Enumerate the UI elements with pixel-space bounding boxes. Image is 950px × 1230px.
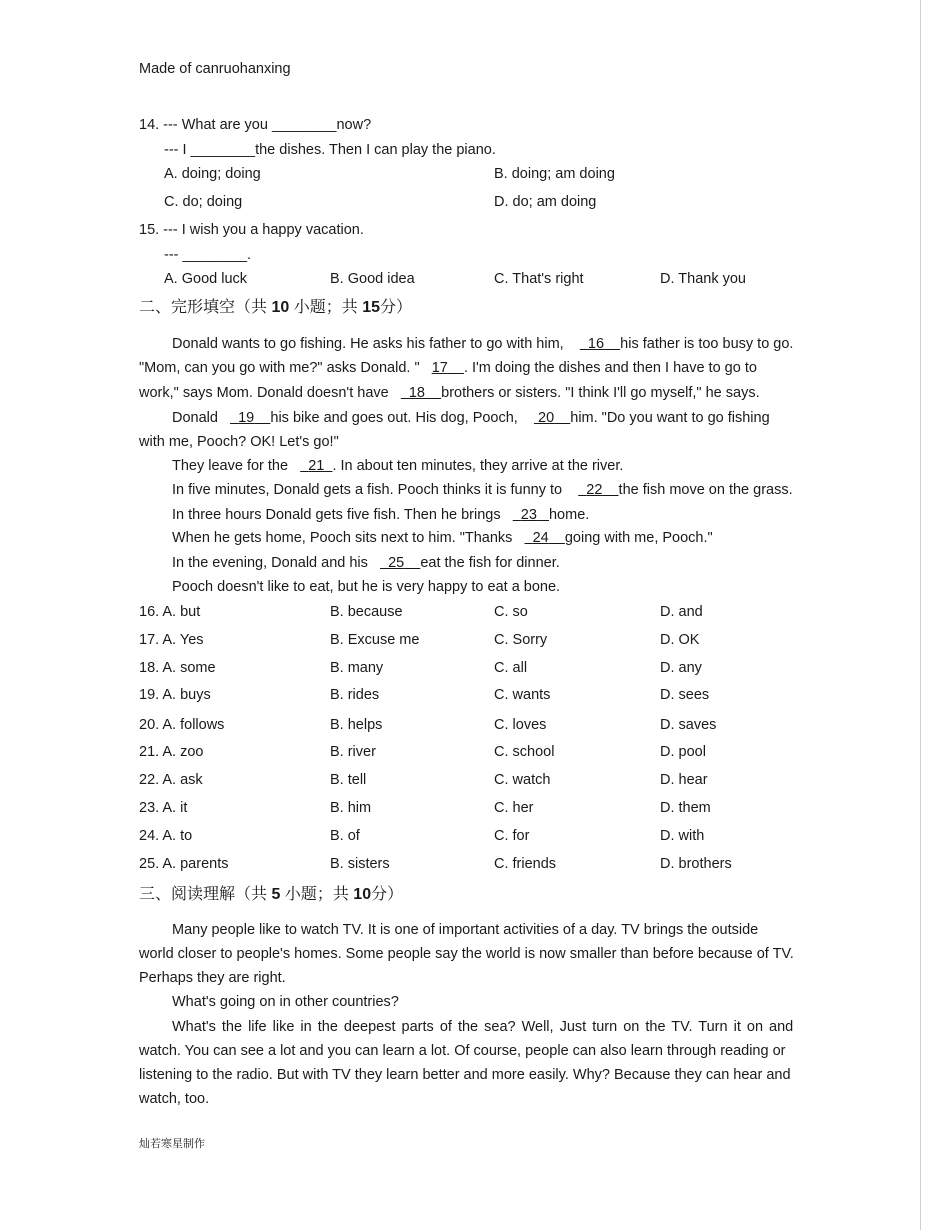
section-2-points: 15 — [362, 299, 380, 316]
choice-24-a: 24. A. to — [139, 828, 193, 844]
choice-21-c: C. school — [494, 744, 555, 760]
reading-line-3: Perhaps they are right. — [139, 970, 286, 986]
section-3-label-2: 小题；共 — [284, 884, 349, 903]
q15-option-c: C. That's right — [494, 271, 584, 287]
choice-16-b: B. because — [330, 604, 403, 620]
blank-19 — [230, 410, 270, 426]
choice-17-c: C. Sorry — [494, 632, 548, 648]
q14-option-d: D. do; am doing — [494, 194, 597, 210]
cloze-text: They leave for the — [172, 458, 289, 474]
cloze-line-2 — [139, 359, 757, 377]
cloze-text: the fish move on the grass. — [618, 482, 793, 498]
blank-20-number: 20 — [538, 410, 555, 426]
choice-19-d: D. sees — [660, 687, 710, 703]
cloze-line-6 — [172, 457, 623, 475]
q15-reply-a: --- — [164, 247, 179, 263]
cloze-text: work," says Mom. Donald doesn't have — [139, 385, 389, 401]
cloze-text: his father is too busy to go. — [620, 336, 794, 352]
cloze-line-5: with me, Pooch? OK! Let's go!" — [139, 434, 339, 450]
cloze-line-7 — [172, 481, 793, 499]
q14-stem-b: now? — [336, 117, 372, 133]
q14-blank-2: ________ — [190, 142, 256, 158]
blank-19-number: 19 — [238, 410, 255, 426]
reading-line-5: What's the life like in the deepest parts of the sea? Well, Just turn on the TV. Turn it on and — [172, 1019, 794, 1035]
choice-19-c: C. wants — [494, 687, 551, 703]
choice-19-b: B. rides — [330, 687, 380, 703]
section-3-points: 10 — [353, 886, 372, 903]
cloze-text: him. "Do you want to go fishing — [570, 410, 770, 426]
blank-22 — [578, 482, 618, 498]
blank-25-number: 25 — [388, 555, 405, 571]
cloze-text: home. — [548, 507, 590, 523]
blank-24-number: 24 — [532, 530, 549, 546]
section-2-count: 10 — [271, 299, 290, 316]
choice-20-d: D. saves — [660, 717, 717, 733]
question-14-stem — [139, 116, 371, 134]
cloze-line-3 — [139, 384, 760, 402]
choice-17-d: D. OK — [660, 632, 700, 648]
choice-19-a: 19. A. buys — [139, 687, 211, 703]
cloze-line-11: Pooch doesn't like to eat, but he is very happy to eat a bone. — [172, 579, 561, 595]
blank-18-number: 18 — [408, 385, 425, 401]
cloze-text: Donald — [172, 410, 218, 426]
choice-21-d: D. pool — [660, 744, 706, 760]
q14-stem-a: 14. --- What are you — [139, 117, 268, 133]
choice-18-d: D. any — [660, 660, 702, 676]
choice-25-b: B. sisters — [330, 856, 390, 872]
blank-20 — [534, 410, 570, 426]
reading-line-2: world closer to people's homes. Some people say the world is now smaller than before because of TV. — [139, 946, 794, 962]
cloze-line-10 — [172, 554, 560, 572]
choice-16-c: C. so — [494, 604, 528, 620]
cloze-line-1 — [172, 335, 793, 353]
choice-21-b: B. river — [330, 744, 376, 760]
choice-18-a: 18. A. some — [139, 660, 216, 676]
choice-24-c: C. for — [494, 828, 530, 844]
choice-22-b: B. tell — [330, 772, 367, 788]
section-3-count: 5 — [271, 886, 281, 903]
cloze-line-4 — [172, 409, 770, 427]
blank-22-number: 22 — [586, 482, 603, 498]
blank-16-number: 16 — [587, 336, 605, 352]
cloze-text: . I'm doing the dishes and then I have to go to — [463, 360, 757, 376]
cloze-text: In the evening, Donald and his — [172, 555, 368, 571]
blank-24 — [525, 530, 565, 546]
blank-21 — [300, 458, 332, 474]
page-edge — [920, 0, 921, 1230]
section-2-label: 二、完形填空（共 — [139, 297, 268, 316]
choice-18-b: B. many — [330, 660, 384, 676]
choice-23-c: C. her — [494, 800, 534, 816]
choice-20-c: C. loves — [494, 717, 547, 733]
q15-blank: ________ — [182, 247, 248, 263]
choice-22-d: D. hear — [660, 772, 708, 788]
q14-blank-1: ________ — [271, 117, 337, 133]
blank-23-number: 23 — [520, 507, 537, 523]
cloze-text: going with me, Pooch." — [564, 530, 713, 546]
choice-25-d: D. brothers — [660, 856, 732, 872]
reading-line-1: Many people like to watch TV. It is one of important activities of a day. TV brings the outside — [172, 922, 759, 938]
q15-reply-b: . — [247, 247, 252, 263]
page-footer: 灿若寒星制作 — [139, 1137, 205, 1150]
q14-option-b: B. doing; am doing — [494, 166, 615, 182]
cloze-text: his bike and goes out. His dog, Pooch, — [270, 410, 518, 426]
cloze-text: Donald wants to go fishing. He asks his father to go with him, — [172, 336, 564, 352]
q14-option-c: C. do; doing — [164, 194, 243, 210]
blank-17 — [432, 360, 464, 376]
choice-24-d: D. with — [660, 828, 705, 844]
choice-16-d: D. and — [660, 604, 703, 620]
blank-17-number: 17 — [431, 360, 448, 376]
cloze-line-9 — [172, 529, 713, 547]
choice-22-a: 22. A. ask — [139, 772, 203, 788]
cloze-text: In five minutes, Donald gets a fish. Pooch thinks it is funny to — [172, 482, 563, 498]
choice-21-a: 21. A. zoo — [139, 744, 204, 760]
choice-22-c: C. watch — [494, 772, 551, 788]
cloze-text: . In about ten minutes, they arrive at the river. — [332, 458, 624, 474]
choice-25-c: C. friends — [494, 856, 557, 872]
choice-16-a: 16. A. but — [139, 604, 201, 620]
cloze-text: When he gets home, Pooch sits next to him. "Thanks — [172, 530, 513, 546]
blank-21-number: 21 — [308, 458, 325, 474]
section-3-label: 三、阅读理解（共 — [139, 884, 268, 903]
q15-option-d: D. Thank you — [660, 271, 746, 287]
blank-23 — [513, 507, 549, 523]
choice-24-b: B. of — [330, 828, 360, 844]
choice-17-b: B. Excuse me — [330, 632, 420, 648]
choice-18-c: C. all — [494, 660, 528, 676]
reading-line-8: watch, too. — [139, 1091, 210, 1107]
choice-23-d: D. them — [660, 800, 711, 816]
choice-20-a: 20. A. follows — [139, 717, 225, 733]
q14-option-a: A. doing; doing — [164, 166, 261, 182]
section-3-label-3: 分） — [371, 884, 404, 903]
reading-line-7: listening to the radio. But with TV they learn better and more easily. Why? Because they can hear and — [139, 1067, 791, 1083]
choice-23-a: 23. A. it — [139, 800, 188, 816]
blank-16 — [580, 336, 620, 352]
section-2-heading — [139, 298, 412, 317]
blank-25 — [380, 555, 420, 571]
choice-23-b: B. him — [330, 800, 372, 816]
section-2-label-3: 分） — [379, 297, 412, 316]
q14-reply-a: --- I — [164, 142, 187, 158]
cloze-text: eat the fish for dinner. — [420, 555, 560, 571]
reading-line-6: watch. You can see a lot and you can learn a lot. Of course, people can also learn through reading or — [139, 1043, 786, 1059]
cloze-line-8 — [172, 506, 589, 524]
question-14-reply — [164, 141, 496, 159]
section-2-label-2: 小题；共 — [293, 297, 358, 316]
q15-option-b: B. Good idea — [330, 271, 415, 287]
question-15-stem: 15. --- I wish you a happy vacation. — [139, 222, 364, 238]
question-15-reply — [164, 246, 251, 264]
cloze-text: brothers or sisters. "I think I'll go myself," he says. — [441, 385, 760, 401]
choice-17-a: 17. A. Yes — [139, 632, 204, 648]
section-3-heading — [139, 885, 403, 904]
page-header: Made of canruohanxing — [139, 61, 291, 77]
reading-line-4: What's going on in other countries? — [172, 994, 399, 1010]
cloze-text: In three hours Donald gets five fish. Then he brings — [172, 507, 501, 523]
cloze-text: "Mom, can you go with me?" asks Donald. " — [139, 360, 420, 376]
blank-18 — [401, 385, 441, 401]
choice-25-a: 25. A. parents — [139, 856, 229, 872]
q15-option-a: A. Good luck — [164, 271, 248, 287]
choice-20-b: B. helps — [330, 717, 383, 733]
q14-reply-b: the dishes. Then I can play the piano. — [255, 142, 496, 158]
